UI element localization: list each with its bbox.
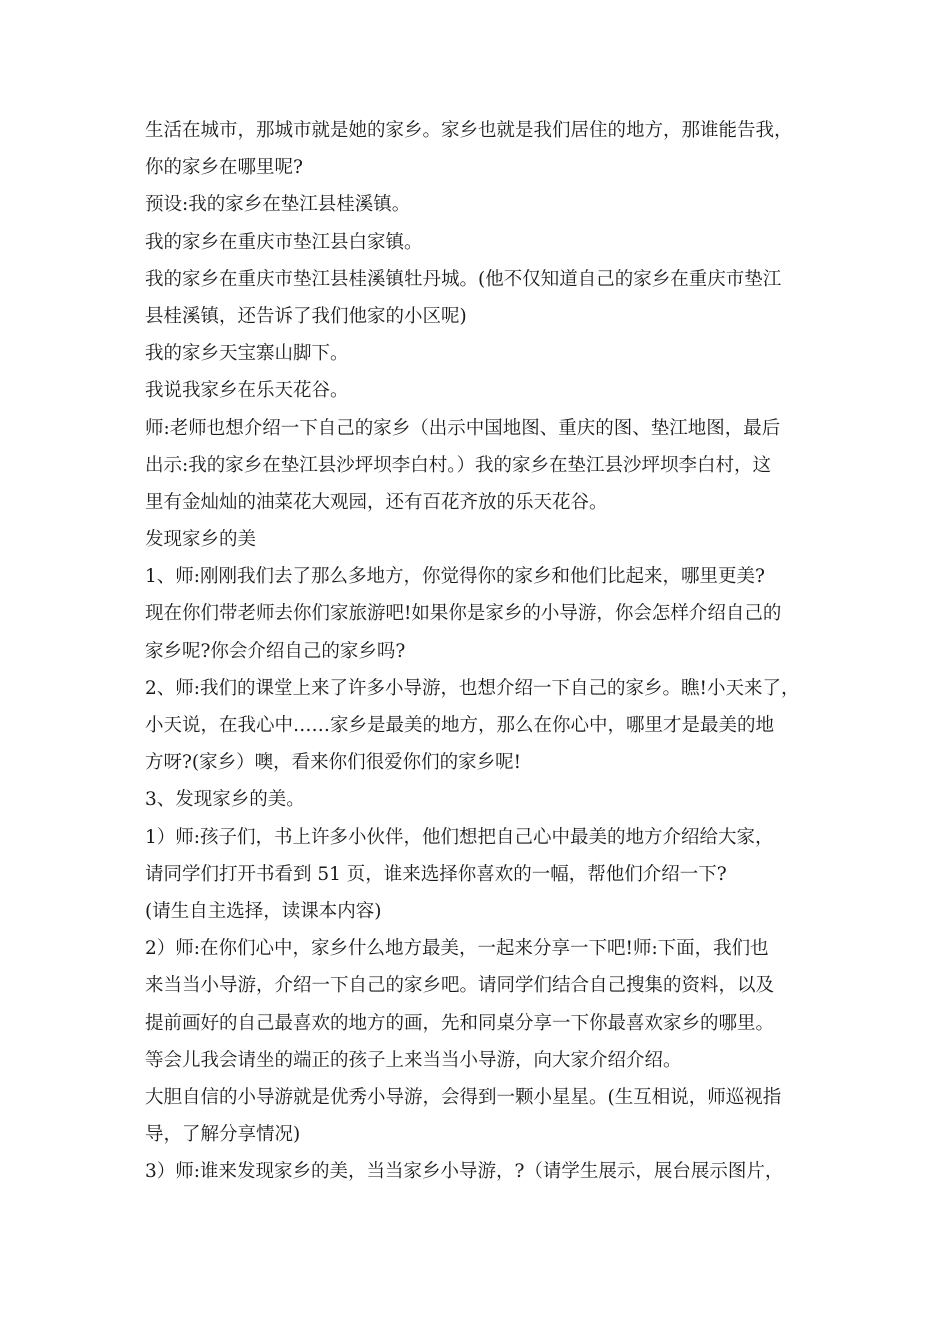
paragraph-line: 来当当小导游，介绍一下自己的家乡吧。请同学们结合自己搜集的资料，以及 xyxy=(145,975,775,997)
paragraph-line: 大胆自信的小导游就是优秀小导游，会得到一颗小星星。(生互相说，师巡视指 xyxy=(145,1086,782,1108)
paragraph-line: 2、师:我们的课堂上来了许多小导游，也想介绍一下自己的家乡。瞧!小天来了， xyxy=(145,677,800,699)
paragraph-line: 生活在城市，那城市就是她的家乡。家乡也就是我们居住的地方，那谁能告我， xyxy=(145,120,793,141)
paragraph-line: 师:老师也想介绍一下自己的家乡（出示中国地图、重庆的图、垫江地图，最后 xyxy=(145,417,781,439)
paragraph-line: 1、师:刚刚我们去了那么多地方，你觉得你的家乡和他们比起来，哪里更美? xyxy=(145,566,765,588)
paragraph-line: 方呀?(家乡）噢，看来你们很爱你们的家乡呢! xyxy=(145,752,522,774)
paragraph-line: 我说我家乡在乐天花谷。 xyxy=(145,380,349,402)
paragraph-line: 出示:我的家乡在垫江县沙坪坝李白村。）我的家乡在垫江县沙坪坝李白村，这 xyxy=(145,454,771,476)
paragraph-line: 我的家乡在重庆市垫江县桂溪镇牡丹城。(他不仅知道自己的家乡在重庆市垫江 xyxy=(145,268,782,290)
paragraph-line: 3）师:谁来发现家乡的美，当当家乡小导游，?（请学生展示，展台展示图片， xyxy=(145,1161,784,1183)
paragraph-line: 里有金灿灿的油菜花大观园，还有百花齐放的乐天花谷。 xyxy=(145,491,608,513)
paragraph-line: 请同学们打开书看到 51 页，谁来选择你喜欢的一幅，帮他们介绍一下? xyxy=(145,863,727,885)
paragraph-line: 家乡呢?你会介绍自己的家乡吗? xyxy=(145,640,406,662)
paragraph-line: 1）师:孩子们，书上许多小伙伴，他们想把自己心中最美的地方介绍给大家， xyxy=(145,826,774,848)
paragraph-line: 预设:我的家乡在垫江县桂溪镇。 xyxy=(145,194,411,216)
paragraph-line: 3、发现家乡的美。 xyxy=(145,789,305,811)
paragraph-line: 小天说，在我心中……家乡是最美的地方，那么在你心中，哪里才是最美的地 xyxy=(145,715,775,736)
paragraph-line: 2）师:在你们心中，家乡什么地方最美，一起来分享一下吧!师:下面，我们也 xyxy=(145,938,769,960)
document-body xyxy=(145,112,815,1190)
paragraph-line: 我的家乡在重庆市垫江县白家镇。 xyxy=(145,231,423,253)
paragraph-line: (请生自主选择，读课本内容) xyxy=(145,900,382,922)
paragraph-line: 等会儿我会请坐的端正的孩子上来当当小导游，向大家介绍介绍。 xyxy=(145,1049,682,1071)
paragraph-line: 提前画好的自己最喜欢的地方的画，先和同桌分享一下你最喜欢家乡的哪里。 xyxy=(145,1012,775,1034)
paragraph-line: 导，了解分享情况) xyxy=(145,1124,301,1146)
paragraph-line: 你的家乡在哪里呢? xyxy=(145,157,303,179)
paragraph-line: 县桂溪镇，还告诉了我们他家的小区呢) xyxy=(145,305,467,327)
section-heading: 发现家乡的美 xyxy=(145,529,257,551)
paragraph-line: 现在你们带老师去你们家旅游吧!如果你是家乡的小导游，你会怎样介绍自己的 xyxy=(145,603,782,625)
paragraph-line: 我的家乡天宝寨山脚下。 xyxy=(145,343,349,365)
